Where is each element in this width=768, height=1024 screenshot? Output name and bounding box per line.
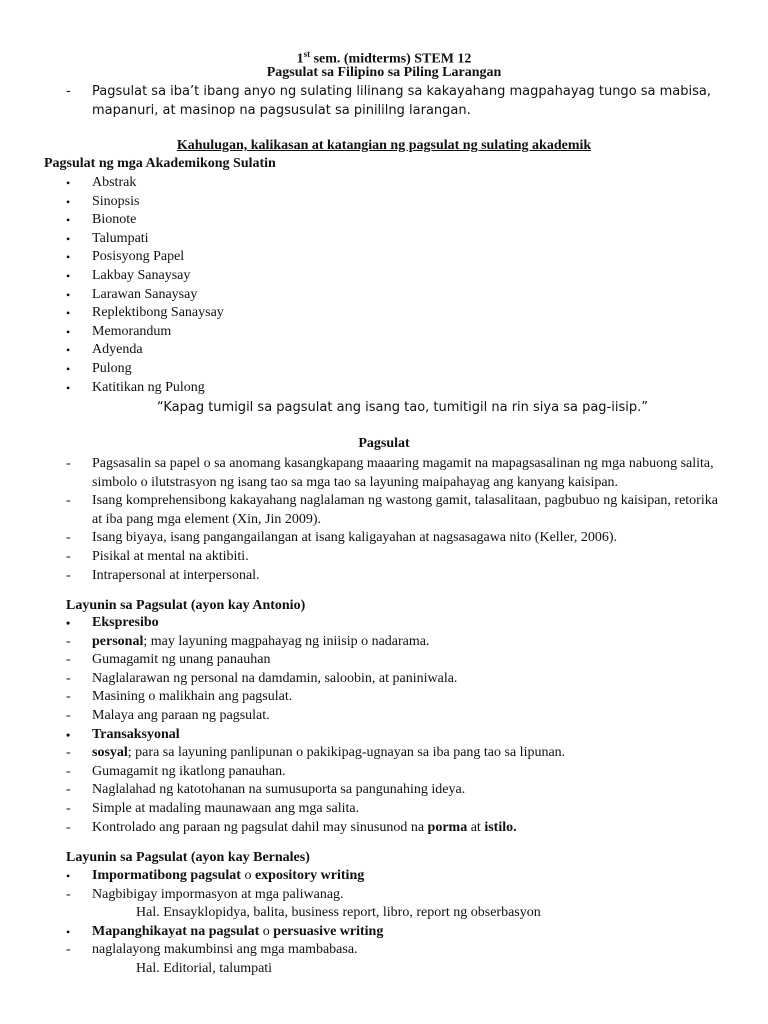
dash-marker: - — [66, 782, 71, 798]
akademikong-sulatin-list — [66, 174, 726, 397]
section-heading-kahulugan: Kahulugan, kalikasan at katangian ng pagsulat ng sulating akademik — [176, 138, 592, 153]
item-text: Isang biyaya, isang pangangailangan at isang kaligayahan at nagsasagawa nito (Keller, 2006). — [92, 530, 618, 546]
dash-marker: - — [66, 652, 71, 668]
item-text: Kontrolado ang paraan ng pagsulat dahil may sinusunod na — [92, 819, 428, 835]
dash-marker: - — [66, 493, 71, 509]
list-item — [66, 886, 726, 905]
bernales-block — [66, 867, 726, 979]
item-text: Katitikan ng Pulong — [92, 379, 205, 395]
item-text: Isang komprehensibong kakayahang naglalaman ng wastong gamit, talasalitaan, pagbubuo ng kaisipan, retorika at iba pang mga element (Xin, Jin 2009). — [92, 493, 718, 527]
quote: “Kapag tumigil sa pagsulat ang isang tao, tumitigil na rin siya sa pag-iisip.” — [157, 400, 648, 415]
item-text: Pagsasalin sa papel o sa anomang kasangkapang maaaring magamit na mapagsasalinan ng mga nabuong salita, simbolo o ilutstrasyon ng isang tao sa mga tao sa layuning maipahayag ang kanyang kaisipan. — [92, 456, 714, 490]
list-item — [66, 304, 726, 323]
pagsulat-list — [66, 455, 726, 585]
item-text: Adyenda — [92, 342, 143, 358]
item-text: naglalayong makumbinsi ang mga mambabasa. — [92, 942, 358, 958]
item-text: Pulong — [92, 360, 132, 376]
sem-number: 1 — [296, 51, 304, 67]
list-item — [66, 248, 726, 267]
subject-title: Pagsulat sa Filipino sa Piling Larangan — [266, 65, 502, 80]
item-text: ; may layuning magpahayag ng iniisip o nadarama. — [143, 633, 430, 649]
list-item — [66, 614, 726, 633]
dash-marker: - — [66, 745, 71, 761]
bullet-marker: • — [66, 361, 71, 376]
item-text: Naglalahad ng katotohanan na sumusuporta sa pangunahing ideya. — [92, 782, 466, 798]
dash-marker: - — [66, 670, 71, 686]
list-item — [66, 651, 726, 670]
bullet-marker: • — [66, 727, 71, 742]
intro-block — [66, 83, 726, 120]
bullet-marker: • — [66, 176, 71, 190]
dash-marker: - — [66, 689, 71, 705]
item-text: Gumagamit ng ikatlong panauhan. — [92, 763, 286, 779]
list-item — [66, 781, 726, 800]
dash-marker: - — [66, 819, 71, 835]
list-item — [66, 341, 726, 360]
item-text: Intrapersonal at interpersonal. — [92, 567, 260, 583]
list-item — [66, 455, 726, 492]
list-item — [66, 867, 726, 886]
list-item — [66, 726, 726, 745]
list-item — [66, 379, 726, 398]
list-item — [66, 670, 726, 689]
dash-marker: - — [66, 456, 71, 471]
item-text: Nagbibigay impormasyon at mga paliwanag. — [92, 886, 344, 902]
list-item — [66, 548, 726, 567]
list-item — [66, 763, 726, 782]
bullet-marker: • — [66, 306, 71, 321]
dash-marker: - — [66, 633, 71, 649]
group-title-transaksyonal: Transaksyonal — [92, 726, 180, 742]
item-text: Naglalarawan ng personal na damdamin, saloobin, at paniniwala. — [92, 670, 458, 686]
bullet-marker: • — [66, 268, 71, 283]
list-item — [66, 286, 726, 305]
list-item — [66, 492, 726, 529]
subheading-akademikong-sulatin: Pagsulat ng mga Akademikong Sulatin — [44, 156, 276, 171]
item-text: Gumagamit ng unang panauhan — [92, 652, 271, 668]
list-item — [66, 360, 726, 379]
group-title-ekspresibo: Ekspresibo — [92, 615, 159, 630]
keyword-personal: personal — [92, 633, 144, 649]
dash-marker: - — [66, 530, 71, 546]
item-text: Lakbay Sanaysay — [92, 267, 191, 283]
bullet-marker: • — [66, 924, 71, 939]
list-item — [66, 819, 726, 838]
bullet-marker: • — [66, 616, 71, 630]
list-item — [66, 707, 726, 726]
item-text: Talumpati — [92, 230, 149, 246]
bullet-marker: • — [66, 194, 71, 209]
item-text: Larawan Sanaysay — [92, 286, 198, 302]
bullet-marker: • — [66, 869, 71, 883]
section-heading-pagsulat: Pagsulat — [358, 436, 410, 451]
antonio-block — [66, 614, 726, 837]
item-text: Simple at madaling maunawaan ang mga salita. — [92, 800, 360, 816]
list-item — [66, 193, 726, 212]
bullet-marker: • — [66, 324, 71, 339]
list-item — [66, 633, 726, 652]
keyword-expository: expository writing — [254, 868, 365, 883]
item-text: Memorandum — [92, 323, 172, 339]
keyword-mapanghikayat: Mapanghikayat na pagsulat — [92, 923, 260, 939]
item-text: ; para sa layuning panlipunan o pakikipag-ugnayan sa iba pang tao sa lipunan. — [127, 745, 566, 761]
list-item — [66, 744, 726, 763]
keyword-impormatibo: Impormatibong pagsulat — [92, 868, 241, 883]
list-item — [66, 923, 726, 942]
item-text: at — [467, 819, 485, 835]
bullet-marker: • — [66, 231, 71, 246]
bullet-marker: • — [66, 380, 71, 395]
item-text: Sinopsis — [92, 193, 140, 209]
intro-item — [66, 83, 726, 120]
dash-marker: - — [66, 886, 71, 902]
list-item — [66, 800, 726, 819]
list-item — [66, 230, 726, 249]
item-text: o — [259, 923, 274, 939]
list-item — [66, 941, 726, 960]
dash-marker: - — [66, 84, 71, 99]
dash-marker: - — [66, 800, 71, 816]
bullet-marker: • — [66, 250, 71, 265]
section-heading-antonio: Layunin sa Pagsulat (ayon kay Antonio) — [66, 598, 306, 613]
item-text: Bionote — [92, 212, 137, 228]
item-text: Malaya ang paraan ng pagsulat. — [92, 707, 270, 723]
keyword-istilo: istilo. — [484, 819, 517, 835]
sem-text: sem. (midterms) STEM 12 — [310, 51, 472, 67]
intro-text: Pagsulat sa iba’t ibang anyo ng sulating lilinang sa kakayahang magpahayag tungo sa mabisa, mapanuri, at masinop na pagsusulat sa pinililng larangan. — [92, 84, 712, 118]
dash-marker: - — [66, 763, 71, 779]
keyword-porma: porma — [427, 819, 468, 835]
list-item — [66, 211, 726, 230]
keyword-persuasive: persuasive writing — [273, 923, 384, 939]
dash-marker: - — [66, 567, 71, 583]
list-item — [66, 688, 726, 707]
transaksyonal-items — [66, 763, 726, 819]
item-text: Masining o malikhain ang pagsulat. — [92, 689, 293, 705]
list-item — [66, 529, 726, 548]
example-line: Hal. Ensayklopidya, balita, business report, libro, report ng obserbasyon — [136, 905, 541, 921]
dash-marker: - — [66, 942, 71, 958]
ekspresibo-items — [66, 651, 726, 725]
list-item — [66, 267, 726, 286]
sem-superscript: st — [303, 49, 311, 59]
bullet-marker: • — [66, 287, 71, 302]
item-text: o — [240, 868, 255, 883]
keyword-sosyal: sosyal — [92, 745, 128, 761]
list-item — [66, 323, 726, 342]
item-text: Replektibong Sanaysay — [92, 305, 224, 321]
section-heading-bernales: Layunin sa Pagsulat (ayon kay Bernales) — [66, 850, 310, 865]
list-item — [66, 174, 726, 193]
bullet-marker: • — [66, 213, 71, 228]
item-text: Posisyong Papel — [92, 249, 185, 265]
example-line: Hal. Editorial, talumpati — [136, 960, 273, 976]
dash-marker: - — [66, 548, 71, 564]
item-text: Pisikal at mental na aktibiti. — [92, 548, 249, 564]
bullet-marker: • — [66, 343, 71, 358]
item-text: Abstrak — [92, 175, 137, 190]
dash-marker: - — [66, 707, 71, 723]
list-item — [66, 567, 726, 586]
